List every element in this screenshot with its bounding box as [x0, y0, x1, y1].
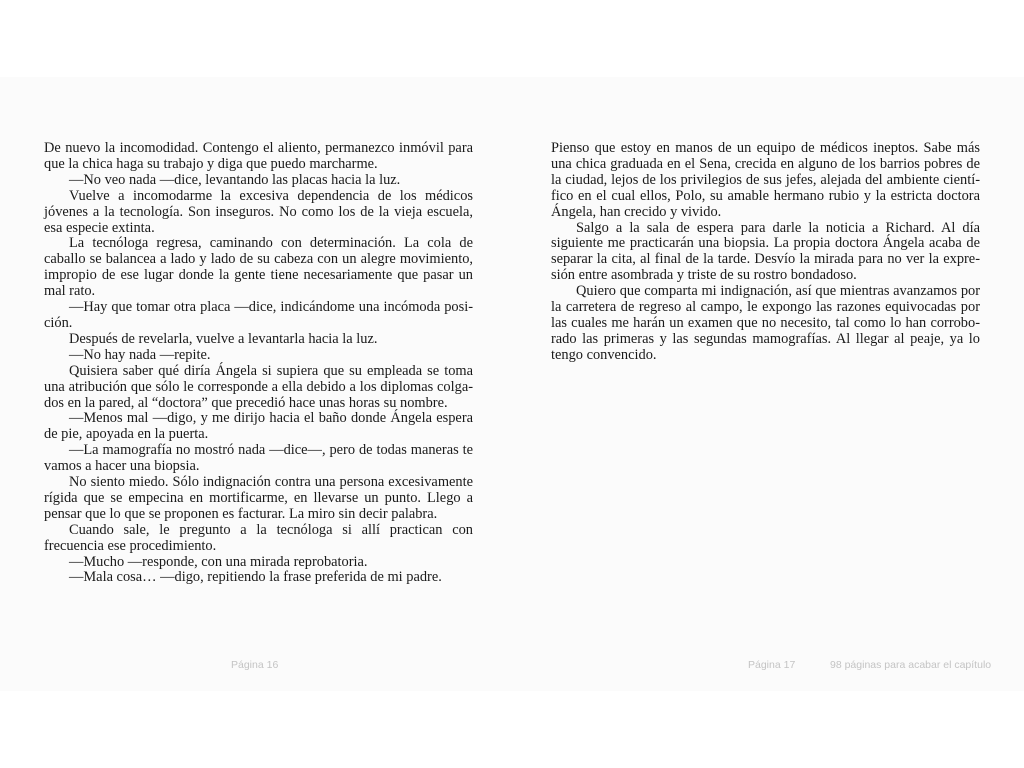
paragraph: Después de revelarla, vuelve a levantarla hacia la luz.	[69, 330, 378, 347]
paragraph: La tecnóloga regresa, caminando con determinación. La cola de caballo se balancea a lado y lado de su cabeza con un alegre movimiento, impropio de ese lugar donde la gente tiene necesariamente que pasar un mal rato.	[44, 235, 473, 300]
left-page-number: Página 16	[231, 659, 279, 671]
right-page-number: Página 17	[748, 659, 796, 671]
left-page[interactable]	[0, 77, 512, 691]
paragraph: Quisiera saber qué diría Ángela si supiera que su empleada se toma una atribución que sólo le corresponde a ella debido a los diplomas colgados en la pared, al “doctora” que precedió hace unas horas su nombre.	[44, 362, 473, 411]
paragraph: —Hay que tomar otra placa —dice, indicándome una incómoda posición.	[44, 299, 473, 331]
paragraph: —Menos mal —digo, y me dirijo hacia el baño donde Ángela espera de pie, apoyada en la puerta.	[44, 410, 473, 443]
chapter-remaining-label: 98 páginas para acabar el capítulo	[830, 659, 992, 671]
paragraph: —No veo nada —dice, levantando las placas hacia la luz.	[69, 171, 401, 188]
paragraph: Quiero que comparta mi indignación, así que mientras avanzamos por la carretera de regreso al campo, le expongo las razones equivocadas por las cuales me harán un examen que no necesito, tal como lo han corroborado las primeras y las segundas mamografías. Al llegar al peaje, ya lo tengo convencido.	[551, 283, 980, 363]
paragraph: —No hay nada —repite.	[69, 346, 211, 363]
right-page[interactable]	[512, 77, 1024, 691]
left-page-text	[44, 141, 473, 586]
paragraph: Pienso que estoy en manos de un equipo de médicos ineptos. Sabe más una chica graduada en el Sena, crecida en alguno de los barrios pobres de la ciudad, lejos de los privilegios de sus jefes, alejada del ambiente científico en el cual ellos, Polo, su amable hermano rubio y la estricta doctora Ángela, han crecido y vivido.	[551, 140, 980, 220]
paragraph: —La mamografía no mostró nada —dice—, pero de todas maneras te vamos a hacer una biopsia.	[44, 442, 473, 475]
book-reader	[0, 77, 1024, 691]
right-page-text	[551, 141, 980, 364]
paragraph: —Mala cosa… —digo, repitiendo la frase preferida de mi padre.	[69, 569, 442, 586]
paragraph: Vuelve a incomodarme la excesiva dependencia de los médicos jóvenes a la tecnología. Son inseguros. No como los de la vieja escuela, esa especie extinta.	[44, 187, 473, 236]
paragraph: No siento miedo. Sólo indignación contra una persona excesivamente rígida que se empecina en mortificarme, en llevarse un punto. Llego a pensar que lo que se proponen es facturar. La miro sin decir palabra.	[44, 474, 473, 522]
paragraph: De nuevo la incomodidad. Contengo el aliento, permanezco inmóvil para que la chica haga su trabajo y diga que puedo marcharme.	[44, 140, 473, 172]
paragraph: Cuando sale, le pregunto a la tecnóloga si allí practican con frecuencia ese procedimiento.	[44, 521, 473, 554]
paragraph: Salgo a la sala de espera para darle la noticia a Richard. Al día siguiente me practicarán una biopsia. La propia doctora Ángela acaba de separar la cita, al final de la tarde. Desvío la mirada para no ver la expresión entre asombrada y triste de su rostro bondadoso.	[551, 219, 980, 284]
paragraph: —Mucho —responde, con una mirada reprobatoria.	[69, 553, 368, 570]
